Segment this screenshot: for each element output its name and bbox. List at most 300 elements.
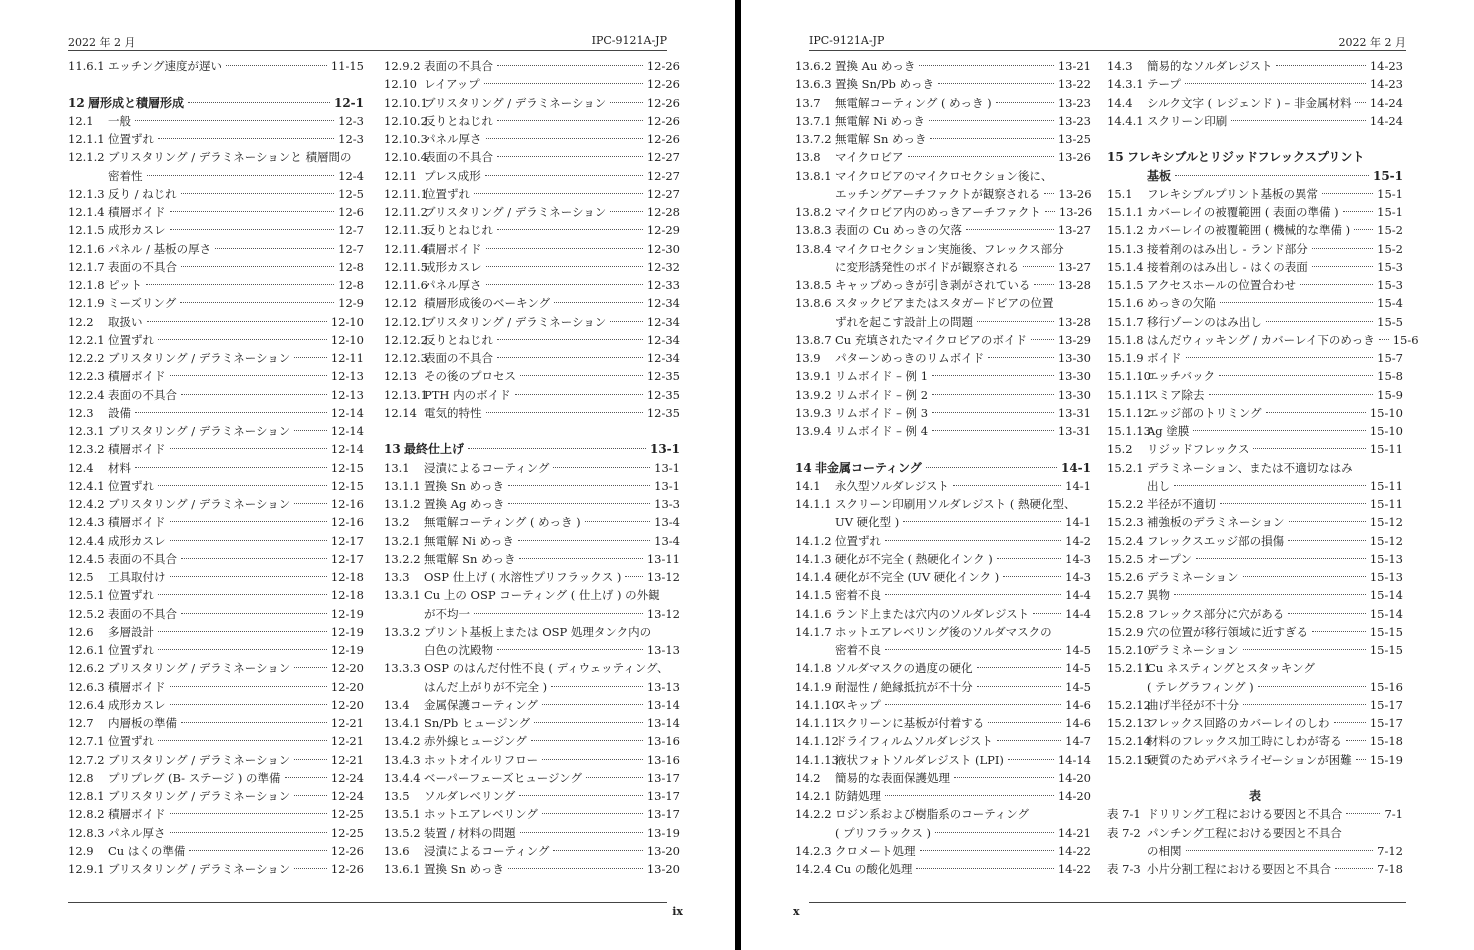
toc-page: 12-35 <box>646 387 680 402</box>
toc-column <box>384 57 680 878</box>
toc-page: 13-27 <box>1057 259 1091 274</box>
toc-number: 15.1 <box>1107 186 1133 201</box>
toc-entry <box>68 732 364 750</box>
toc-page: 15-17 <box>1369 697 1403 712</box>
toc-number: 13.9.2 <box>795 387 832 402</box>
toc-title: カバーレイの被覆範囲 ( 表面の準備 ) <box>1147 205 1339 219</box>
toc-page: 13-20 <box>646 843 680 858</box>
dot-leader <box>551 686 643 687</box>
toc-entry <box>68 769 364 787</box>
toc-number: 12.7 <box>68 716 94 730</box>
toc-entry <box>795 696 1091 714</box>
toc-title: スタックビアまたはスタガードビアの位置 <box>835 296 1054 311</box>
dot-leader <box>170 813 327 814</box>
toc-title: 無電解コーティング ( めっき ) <box>835 95 992 110</box>
toc-entry <box>384 258 680 276</box>
toc-title: 置換 Au めっき <box>835 59 916 73</box>
toc-title: 表面の不具合 <box>424 59 493 73</box>
toc-entry <box>795 203 1091 221</box>
toc-page: 15-12 <box>1369 515 1403 530</box>
toc-entry <box>384 294 680 312</box>
toc-entry <box>68 842 364 860</box>
toc-entry <box>384 57 680 75</box>
dot-leader <box>1346 813 1380 814</box>
toc-title: デラミネーション、または不適切なはみ <box>1147 460 1353 475</box>
dot-leader <box>996 102 1054 103</box>
toc-entry <box>1107 459 1403 477</box>
toc-entry <box>795 805 1091 823</box>
dot-leader <box>585 521 650 522</box>
dot-leader <box>474 613 643 614</box>
toc-column <box>1107 57 1419 878</box>
toc-entry <box>795 240 1091 258</box>
dot-leader <box>189 850 326 851</box>
dot-leader <box>916 868 1053 869</box>
toc-page: 13-30 <box>1057 369 1091 384</box>
toc-entry <box>68 240 364 258</box>
header-doc-id: IPC-9121A-JP <box>591 34 667 47</box>
toc-page: 13-13 <box>646 643 680 657</box>
toc-entry <box>384 513 680 531</box>
toc-number: 13.8.7 <box>795 332 832 347</box>
toc-title: 密着不良 <box>835 588 881 603</box>
toc-number: 15.2.2 <box>1107 497 1144 511</box>
toc-title: 赤外線ヒュージング <box>424 734 527 749</box>
toc-number: 15.1.11 <box>1107 387 1151 402</box>
dot-leader <box>515 394 643 395</box>
toc-entry <box>68 623 364 641</box>
toc-entry <box>68 167 364 185</box>
toc-title: 成形カスレ <box>424 259 482 274</box>
toc-number: 13.6 <box>384 843 410 858</box>
toc-number: 15.1.13 <box>1107 424 1151 438</box>
toc-entry <box>384 331 680 349</box>
header-doc-id: IPC-9121A-JP <box>809 34 885 47</box>
toc-page: 15-14 <box>1369 588 1403 603</box>
toc-number: 15.2.13 <box>1107 716 1151 730</box>
dot-leader <box>1175 175 1369 176</box>
dot-leader <box>977 667 1062 668</box>
toc-page: 12-14 <box>330 442 364 457</box>
toc-number: 15.1.3 <box>1107 241 1144 256</box>
toc-entry <box>1107 294 1403 312</box>
toc-entry <box>68 331 364 349</box>
toc-number: 13.3.3 <box>384 661 421 676</box>
toc-title: 位置ずれ <box>835 533 881 548</box>
toc-title: 積層ボイド <box>108 807 166 822</box>
toc-entry <box>384 167 680 185</box>
toc-title: 成形カスレ <box>108 697 166 712</box>
toc-title: ベーパーフェーズヒュージング <box>424 770 582 785</box>
toc-entry <box>384 623 680 641</box>
toc-entry <box>795 714 1091 732</box>
toc-number: 13.8.6 <box>795 296 832 311</box>
toc-page: 12-21 <box>330 716 364 730</box>
toc-title: Cu 上の OSP コーティング ( 仕上げ ) の外観 <box>424 588 660 603</box>
toc-title: はんだウィッキング / カバーレイ下のめっき <box>1147 332 1375 347</box>
toc-page: 13-14 <box>646 716 680 730</box>
dot-leader <box>932 430 1054 431</box>
page-number: x <box>793 905 800 918</box>
toc-entry <box>1107 477 1403 495</box>
toc-number: 12.10 <box>384 77 417 92</box>
toc-entry <box>68 860 364 878</box>
toc-number: 13.6.3 <box>795 77 832 92</box>
toc-entry <box>795 532 1091 550</box>
toc-number: 15.1.5 <box>1107 278 1144 292</box>
dot-leader <box>1288 613 1366 614</box>
toc-title: 位置ずれ <box>108 478 154 493</box>
toc-title: Cu はくの準備 <box>108 843 186 858</box>
toc-entry <box>384 386 680 404</box>
toc-number: 12.11.1 <box>384 186 428 201</box>
dot-leader <box>170 448 327 449</box>
toc-title: 取扱い <box>108 314 143 329</box>
dot-leader <box>170 229 335 230</box>
toc-number: 14.1.13 <box>795 752 839 767</box>
toc-number: 12.2 <box>68 314 94 329</box>
toc-entry <box>1107 57 1403 75</box>
dot-leader <box>885 795 1054 796</box>
toc-page: 14-5 <box>1065 643 1091 657</box>
toc-page: 12-11 <box>330 351 364 365</box>
toc-title: ブリスタリング / デラミネーション <box>108 862 291 876</box>
toc-title: 内層板の準備 <box>108 716 177 730</box>
toc-number: 13.8 <box>795 150 821 165</box>
toc-entry <box>795 367 1091 385</box>
toc-entry <box>795 112 1091 130</box>
toc-entry <box>1107 313 1403 331</box>
toc-title: 置換 Ag めっき <box>424 497 505 511</box>
toc-entry <box>795 94 1091 112</box>
dot-leader <box>919 65 1053 66</box>
toc-page: 12-21 <box>330 752 364 767</box>
toc-number: 12.13.1 <box>384 387 428 402</box>
toc-title: フレックス回路のカバーレイのしわ <box>1147 716 1330 730</box>
toc-number: 12.6 <box>68 624 94 639</box>
toc-entry <box>795 294 1091 312</box>
toc-title: Cu の酸化処理 <box>835 862 913 876</box>
toc-page: 14-21 <box>1057 825 1091 840</box>
toc-number: 12.4.2 <box>68 497 105 511</box>
toc-entry <box>384 459 680 477</box>
toc-title: 位置ずれ <box>108 588 154 603</box>
dot-leader <box>610 211 643 212</box>
toc-number: 15.2.15 <box>1107 752 1151 767</box>
toc-page: 12-3 <box>338 113 364 128</box>
toc-page: 13-11 <box>646 551 680 566</box>
toc-page: 13-30 <box>1057 387 1091 402</box>
toc-title: 積層ボイド <box>108 442 166 457</box>
toc-column <box>68 57 364 878</box>
toc-page: 15-6 <box>1392 332 1419 347</box>
dot-leader <box>181 722 327 723</box>
toc-title: が不均一 <box>424 606 470 621</box>
toc-number: 12.10.3 <box>384 132 428 146</box>
dot-leader <box>170 576 327 577</box>
toc-entry <box>795 167 1091 185</box>
dot-leader <box>508 503 650 504</box>
toc-entry <box>795 57 1091 75</box>
toc-entry <box>68 568 364 586</box>
toc-page: 12-20 <box>330 661 364 676</box>
toc-title: 密着性 <box>108 168 143 183</box>
dot-leader <box>1044 193 1054 194</box>
toc-title: OSP 仕上げ ( 水溶性プリフラックス ) <box>424 570 622 584</box>
toc-page: 15-1 <box>1377 186 1403 201</box>
dot-leader <box>294 667 327 668</box>
toc-title: 最終仕上げ <box>404 442 465 457</box>
toc-entry <box>795 148 1091 166</box>
toc-entry <box>384 112 680 130</box>
toc-title: マイクロビアのマイクロセクション後に、 <box>835 168 1053 183</box>
toc-page: 14-24 <box>1369 113 1403 128</box>
toc-number: 表 7-2 <box>1107 825 1141 840</box>
toc-title: プレス成形 <box>424 168 481 183</box>
toc-page: 14-1 <box>1065 478 1091 493</box>
toc-entry <box>1107 805 1403 823</box>
toc-page: 15-19 <box>1369 752 1403 767</box>
toc-title: 永久型ソルダレジスト <box>835 478 949 493</box>
toc-page: 7-12 <box>1377 843 1403 858</box>
toc-entry <box>795 313 1091 331</box>
toc-page: 14-4 <box>1065 606 1091 621</box>
toc-page: 15-3 <box>1377 259 1403 274</box>
toc-entry <box>1107 185 1403 203</box>
toc-title: 設備 <box>108 405 131 420</box>
toc-title: ランド上または穴内のソルダレジスト <box>835 606 1030 621</box>
dot-leader <box>497 156 643 157</box>
toc-number: 14 <box>795 460 812 475</box>
toc-number: 12.8 <box>68 770 94 785</box>
toc-entry <box>384 605 680 623</box>
dot-leader <box>1243 576 1366 577</box>
footer-rule <box>809 902 1406 903</box>
toc-title: 無電解コーティング ( めっき ) <box>424 515 581 530</box>
toc-page: 12-18 <box>330 588 364 603</box>
toc-title: 一般 <box>108 113 131 128</box>
toc-entry <box>1107 422 1403 440</box>
toc-title: ソルダレベリング <box>424 789 516 803</box>
toc-page: 15-2 <box>1377 241 1403 256</box>
toc-number: 13.4.1 <box>384 716 421 730</box>
toc-entry <box>68 57 364 75</box>
toc-title: ずれを起こす設計上の問題 <box>835 314 973 329</box>
dot-leader <box>1266 412 1366 413</box>
toc-title: クロメート処理 <box>835 843 916 858</box>
dot-leader <box>1219 375 1373 376</box>
toc-page: 12-29 <box>646 223 680 238</box>
dot-leader <box>1300 284 1373 285</box>
toc-entry <box>795 386 1091 404</box>
toc-title: パネル / 基板の厚さ <box>108 241 212 256</box>
toc-page: 15-11 <box>1369 478 1403 493</box>
toc-entry <box>384 75 680 93</box>
dot-leader <box>484 83 643 84</box>
toc-page: 12-9 <box>338 296 364 311</box>
toc-page: 15-5 <box>1377 314 1403 329</box>
toc-title: エッチング速度が遅い <box>108 59 222 73</box>
toc-entry <box>384 532 680 550</box>
toc-number: 12.1.9 <box>68 296 105 311</box>
toc-entry <box>795 404 1091 422</box>
toc-number: 12.4.4 <box>68 533 105 548</box>
toc-number: 15.2.3 <box>1107 515 1144 530</box>
toc-number: 14.1.3 <box>795 551 832 566</box>
dot-leader <box>1322 193 1373 194</box>
toc-page: 13-20 <box>646 862 680 876</box>
toc-page: 14-14 <box>1057 752 1091 767</box>
toc-entry <box>68 130 364 148</box>
dot-leader <box>531 740 643 741</box>
toc-chapter-entry <box>795 459 1091 477</box>
toc-title: 無電解 Sn めっき <box>424 551 516 566</box>
toc-title: ミーズリング <box>108 296 177 311</box>
toc-entry <box>384 240 680 258</box>
dot-leader <box>294 430 327 431</box>
toc-title: 材料のフレックス加工時にしわが寄る <box>1147 734 1342 749</box>
toc-column <box>795 57 1091 878</box>
spacer <box>384 422 680 440</box>
toc-page: 15-4 <box>1377 296 1403 311</box>
toc-page: 14-20 <box>1057 770 1091 785</box>
toc-page: 13-31 <box>1057 424 1091 438</box>
toc-title: ブリスタリング / デラミネーション <box>424 314 607 329</box>
dot-leader <box>170 704 327 705</box>
toc-page: 12-21 <box>330 734 364 749</box>
toc-page: 12-28 <box>646 205 680 219</box>
toc-entry <box>68 422 364 440</box>
toc-number: 14.1.10 <box>795 697 839 712</box>
dot-leader <box>486 138 643 139</box>
toc-page: 15-14 <box>1369 606 1403 621</box>
dot-leader <box>903 521 1061 522</box>
toc-title: 金属保護コーティング <box>424 697 538 712</box>
toc-number: 15.1.9 <box>1107 351 1144 365</box>
toc-title: めっきの欠陥 <box>1147 296 1216 311</box>
toc-page: 12-17 <box>330 533 364 548</box>
toc-page: 15-10 <box>1369 424 1403 438</box>
dot-leader <box>885 649 1061 650</box>
toc-number: 15.2.1 <box>1107 460 1144 475</box>
toc-title: 工具取付け <box>108 570 166 584</box>
toc-number: 13.2.1 <box>384 533 421 548</box>
dot-leader <box>1356 759 1366 760</box>
toc-title: フレキシブルプリント基板の異常 <box>1147 186 1319 201</box>
toc-number: 13 <box>384 442 401 457</box>
toc-page: 14-2 <box>1065 533 1091 548</box>
toc-page: 15-1 <box>1372 168 1403 183</box>
toc-entry <box>68 440 364 458</box>
dot-leader <box>908 156 1054 157</box>
toc-page: 12-7 <box>338 223 364 238</box>
dot-leader <box>170 832 327 833</box>
toc-number: 12.10.4 <box>384 150 428 165</box>
toc-page: 13-17 <box>646 807 680 822</box>
toc-entry <box>1107 732 1403 750</box>
toc-entry <box>68 294 364 312</box>
toc-entry <box>795 769 1091 787</box>
toc-title: ブリスタリング / デラミネーション <box>108 752 291 767</box>
toc-entry <box>1107 75 1403 93</box>
toc-page: 13-26 <box>1058 186 1092 201</box>
toc-title: 密着不良 <box>835 643 881 657</box>
toc-title: UV 硬化型 ) <box>835 515 900 530</box>
dot-leader <box>1289 521 1366 522</box>
toc-number: 15.1.7 <box>1107 314 1144 329</box>
toc-number: 12.7.1 <box>68 734 105 749</box>
toc-entry <box>384 477 680 495</box>
dot-leader <box>170 521 327 522</box>
toc-number: 14.1 <box>795 478 821 493</box>
dot-leader <box>147 175 335 176</box>
toc-entry <box>384 221 680 239</box>
toc-title: 置換 Sn めっき <box>424 862 504 876</box>
toc-page: 12-30 <box>646 241 680 256</box>
toc-page: 7-18 <box>1377 862 1403 876</box>
toc-number: 15.1.6 <box>1107 296 1144 311</box>
toc-number: 12.1.4 <box>68 205 105 219</box>
toc-number: 13.5.2 <box>384 825 421 840</box>
dot-leader <box>158 485 327 486</box>
toc-title: 位置ずれ <box>108 132 154 146</box>
dot-leader <box>1243 649 1366 650</box>
dot-leader <box>1355 102 1365 103</box>
toc-page: 12-16 <box>330 497 364 511</box>
toc-entry <box>384 349 680 367</box>
toc-number: 12.6.2 <box>68 661 105 676</box>
header-rule <box>68 50 667 51</box>
dot-leader <box>135 467 327 468</box>
toc-entry <box>1107 221 1403 239</box>
dot-leader <box>474 193 643 194</box>
toc-number: 12.3.1 <box>68 424 105 438</box>
toc-entry <box>795 678 1091 696</box>
toc-number: 13.1 <box>384 460 410 475</box>
toc-title: 位置ずれ <box>108 643 154 657</box>
toc-number: 15.2.10 <box>1107 643 1151 657</box>
dot-leader <box>181 193 334 194</box>
dot-leader <box>158 138 334 139</box>
toc-title: 非金属コーティング <box>815 460 922 475</box>
toc-number: 12.9.1 <box>68 862 105 876</box>
toc-number: 14.1.11 <box>795 716 839 730</box>
toc-title: シルク文字 ( レジェンド ) – 非金属材料 <box>1147 95 1352 110</box>
toc-page: 14-23 <box>1369 77 1403 92</box>
toc-entry <box>795 787 1091 805</box>
dot-leader <box>486 266 643 267</box>
toc-page: 12-27 <box>646 168 680 183</box>
toc-number: 13.3.1 <box>384 588 421 603</box>
toc-page: 12-34 <box>646 296 680 311</box>
dot-leader <box>158 649 327 650</box>
toc-page: 12-24 <box>330 789 364 803</box>
dot-leader <box>1185 83 1366 84</box>
toc-entry <box>1107 513 1403 531</box>
toc-page: 12-34 <box>646 351 680 365</box>
toc-number: 12.4.5 <box>68 551 105 566</box>
toc-title: リムボイド – 例 3 <box>835 405 929 420</box>
toc-page: 14-3 <box>1065 570 1091 584</box>
toc-entry <box>795 659 1091 677</box>
toc-title: 表面の Cu めっきの欠落 <box>835 223 962 238</box>
toc-title: 成形カスレ <box>108 223 166 238</box>
dot-leader <box>158 740 327 741</box>
dot-leader <box>935 832 1054 833</box>
toc-number: 12.12.3 <box>384 351 428 365</box>
toc-page: 12-35 <box>646 369 680 384</box>
dot-leader <box>1243 704 1366 705</box>
